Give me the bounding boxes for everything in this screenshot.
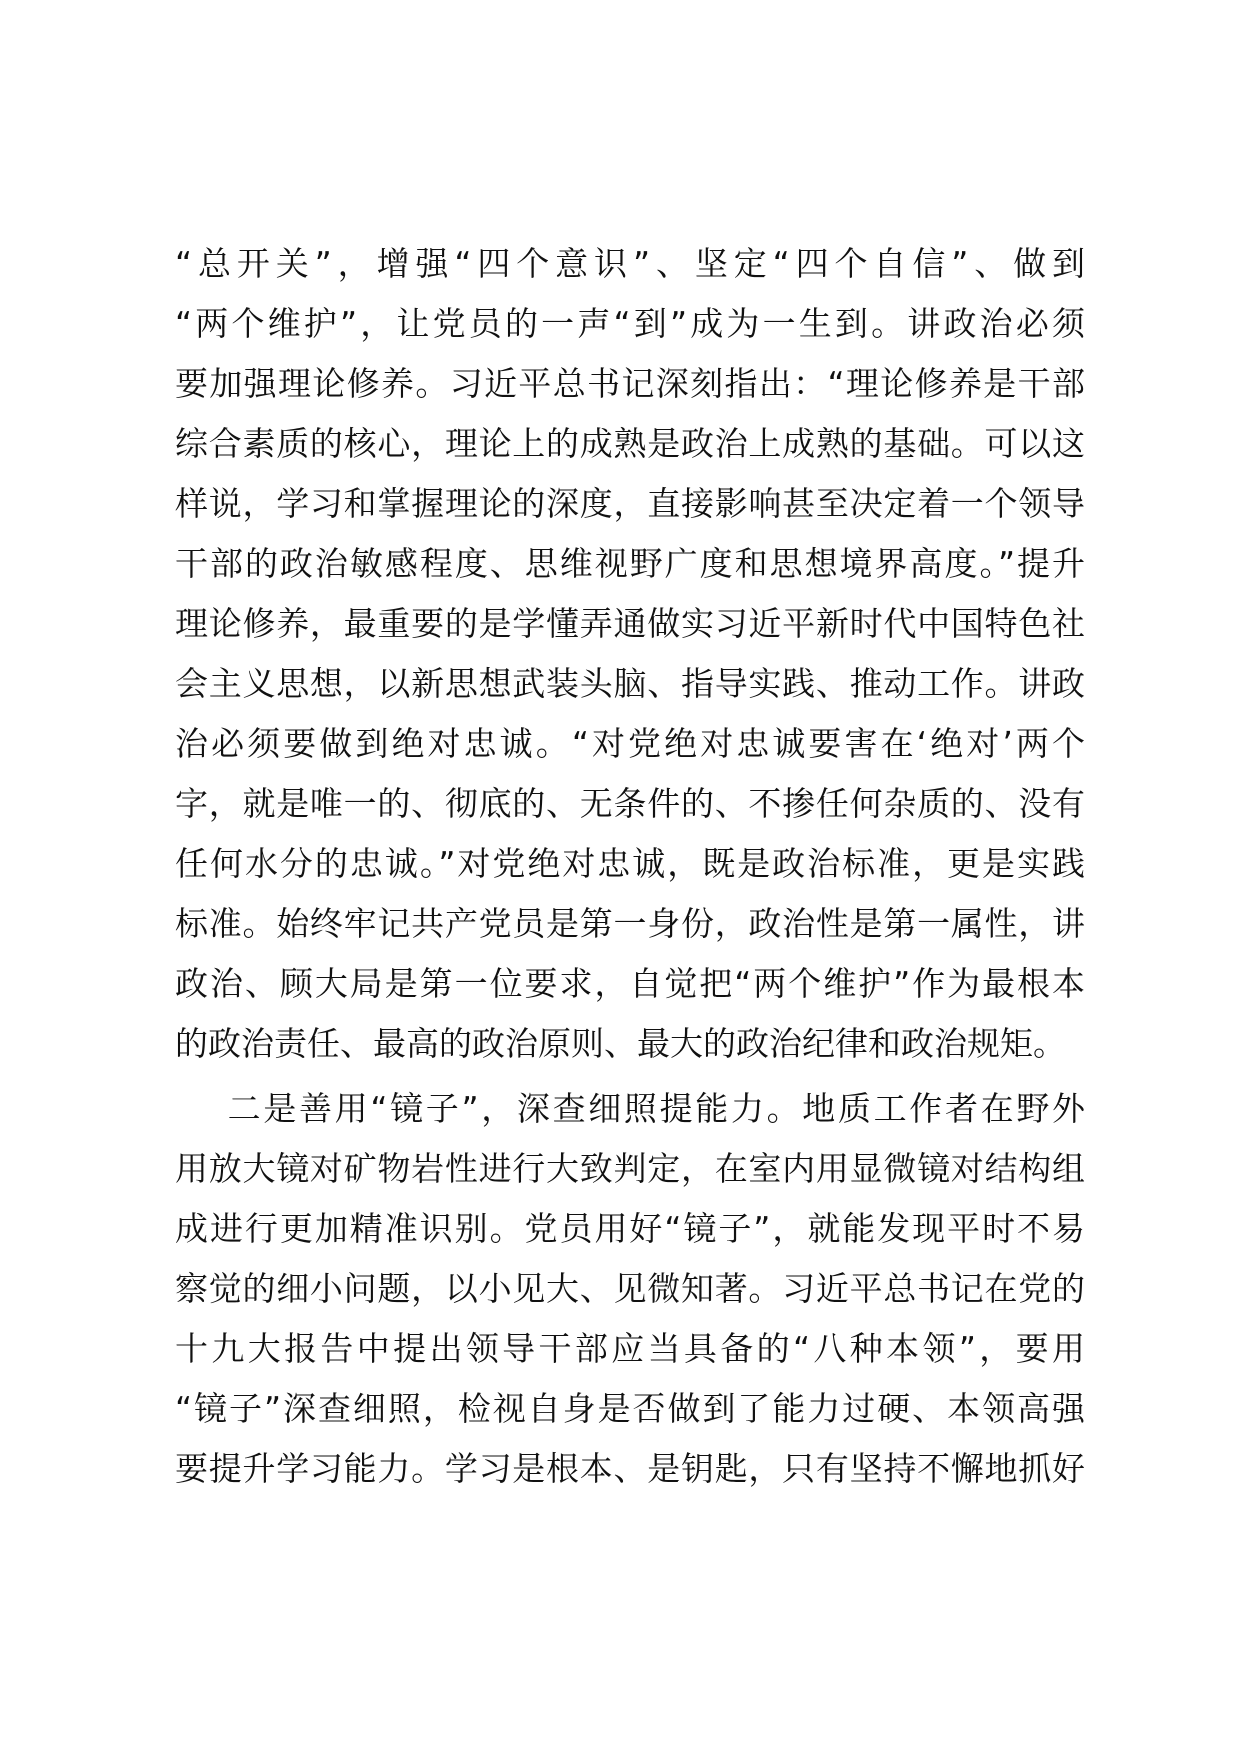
text-line: 理论修养，最重要的是学懂弄通做实习近平新时代中国特色社 — [175, 604, 1085, 643]
text-line: 政治、顾大局是第一位要求，自觉把“两个维护”作为最根本 — [175, 964, 1085, 1003]
text-line: 十九大报告中提出领导干部应当具备的“八种本领”，要用 — [175, 1329, 1085, 1368]
text-line: 成进行更加精准识别。党员用好“镜子”，就能发现平时不易 — [175, 1209, 1085, 1248]
text-line: “两个维护”，让党员的一声“到”成为一生到。讲政治必须 — [175, 304, 1085, 343]
text-line: 会主义思想，以新思想武装头脑、指导实践、推动工作。讲政 — [175, 664, 1085, 703]
text-line: 要提升学习能力。学习是根本、是钥匙，只有坚持不懈地抓好 — [175, 1449, 1085, 1488]
text-line: “总开关”，增强“四个意识”、坚定“四个自信”、做到 — [175, 244, 1085, 283]
text-line: 的政治责任、最高的政治原则、最大的政治纪律和政治规矩。 — [175, 1024, 1066, 1063]
text-line: 要加强理论修养。习近平总书记深刻指出：“理论修养是干部 — [175, 364, 1085, 403]
text-line: 综合素质的核心，理论上的成熟是政治上成熟的基础。可以这 — [175, 424, 1085, 463]
text-line: 样说，学习和掌握理论的深度，直接影响甚至决定着一个领导 — [175, 484, 1085, 523]
text-line: 标准。始终牢记共产党员是第一身份，政治性是第一属性，讲 — [175, 904, 1085, 943]
text-line: 用放大镜对矿物岩性进行大致判定，在室内用显微镜对结构组 — [175, 1149, 1085, 1188]
text-line: 治必须要做到绝对忠诚。“对党绝对忠诚要害在‘绝对’两个 — [175, 724, 1085, 763]
text-line: 察觉的细小问题，以小见大、见微知著。习近平总书记在党的 — [175, 1269, 1085, 1308]
text-line: “镜子”深查细照，检视自身是否做到了能力过硬、本领高强 — [175, 1389, 1085, 1428]
text-line: 干部的政治敏感程度、思维视野广度和思想境界高度。”提升 — [175, 544, 1085, 583]
paragraph-1 — [175, 234, 1085, 1074]
text-line: 任何水分的忠诚。”对党绝对忠诚，既是政治标准，更是实践 — [175, 844, 1085, 883]
text-line: 字，就是唯一的、彻底的、无条件的、不掺任何杂质的、没有 — [175, 784, 1085, 823]
paragraph-2 — [175, 1079, 1085, 1499]
text-line: 二是善用“镜子”，深查细照提能力。地质工作者在野外 — [175, 1089, 1085, 1128]
